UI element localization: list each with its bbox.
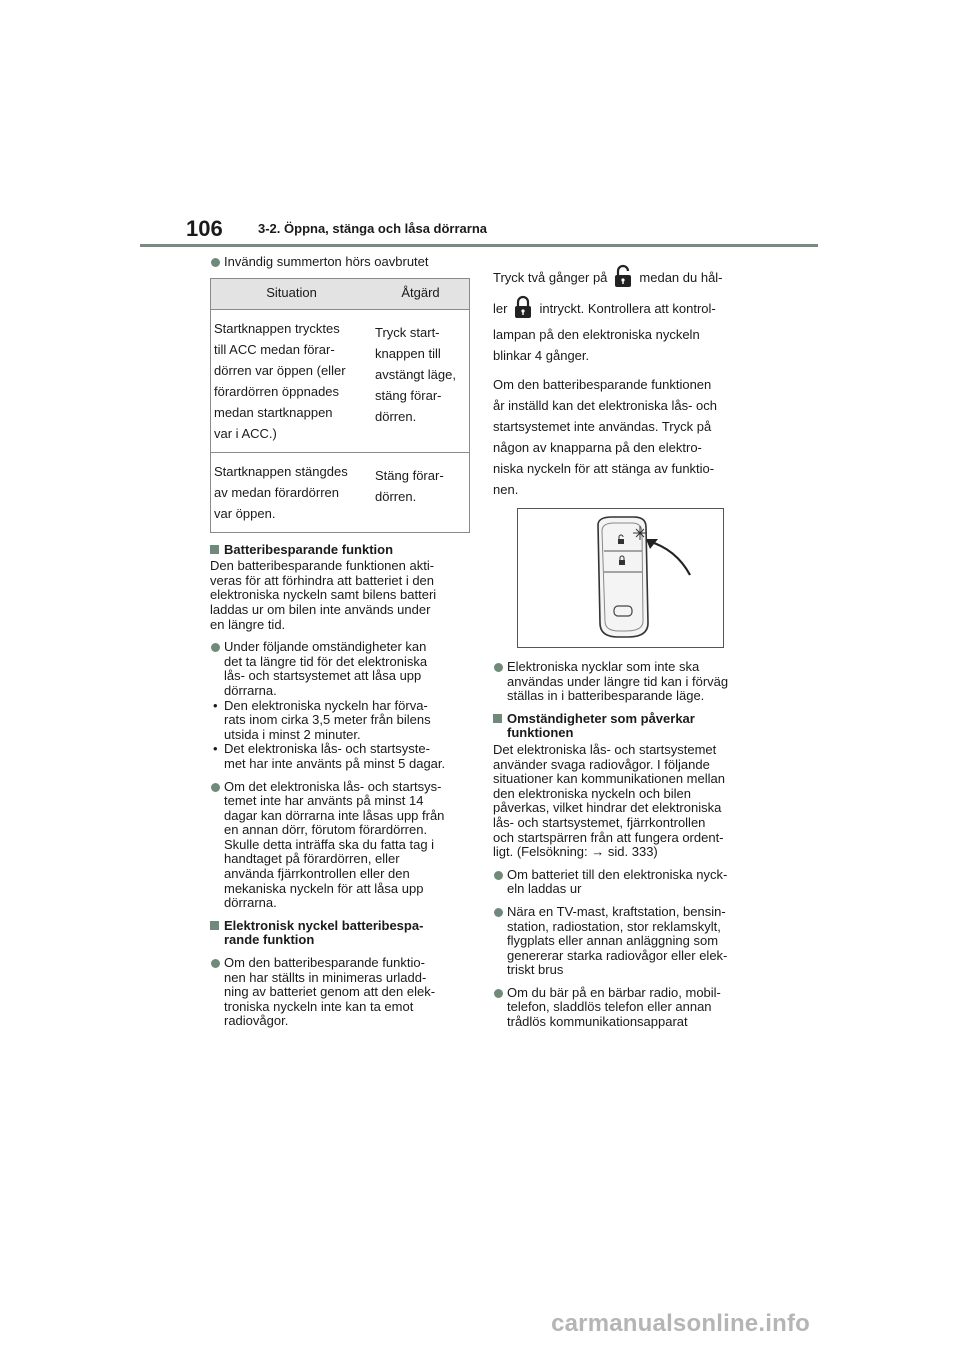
bullet-long-unused: Elektroniska nycklar som inte ska användas under längre tid kan i förväg ställas in i batteribesparande läge. [493,660,755,704]
instruction-text: ler [493,301,508,316]
table-row [211,309,470,452]
instruction-text: intryckt. Kontrollera att kontrol- [539,301,716,316]
circumstances-group [210,640,470,771]
para-cancel: Om den batteribesparande funktionen år inställd kan det elektroniska lås- och startsystemet inte användas. Tryck på någon av knapparna på den elektro- niska nyckeln för att stänga av funktio- nen. [493,377,718,497]
table-cell-action: Tryck start- knappen till avstängt läge, stäng förar- dörren. [372,309,470,452]
header-rule [140,244,818,247]
page-number: 106 [186,216,223,241]
table-cell-action: Stäng förar- dörren. [372,452,470,532]
para-indicator: lampan på den elektroniska nyckeln blinkar 4 gånger. [493,327,700,363]
dash-item-days: • Det elektroniska lås- och startsyste- met har inte använts på minst 5 dagar. [210,742,470,771]
subhead-conditions: Omständigheter som påverkar funktionen [493,712,755,741]
bullet-not-used: Om det elektroniska lås- och startsys- temet inte har använts på minst 14 dagar kan dörrarna inte låsas upp från en annan dörr, förutom förardörren. Skulle detta inträffa ska du fatta tag i handtaget på förardörren, eller använda fjärrkontrollen eller den mekaniska nyckeln för att låsa upp dörrarna. [210,780,470,911]
situation-table [210,278,470,533]
para-conditions [493,743,755,860]
table-row [211,452,470,532]
page-reference-link[interactable]: sid. 333) [607,844,658,860]
lock-icon [513,295,533,319]
instruction-text: medan du hål- [639,270,723,285]
bullet-circumstances: Under följande omständigheter kan det ta längre tid för det elektroniska lås- och startsystemet att låsa upp dörrarna. [210,640,470,698]
bullet-key-saving: Om den batteribesparande funktio- nen har ställts in minimeras urladd- ning av batteriet genom att den elek- troniska nyckeln inte kan ta emot radiovågor. [210,956,470,1029]
dash-item-distance: • Den elektroniska nyckeln har förva- rats inom cirka 3,5 meter från bilens utsida i minst 2 minuter. [210,699,470,743]
bullet-battery-empty: Om batteriet till den elektroniska nyck- eln laddas ur [493,868,755,897]
bullet-radio-interference: Nära en TV-mast, kraftstation, bensin- station, radiostation, stor reklamskylt, flygplats eller annan anläggning som genererar starka radiovågor eller elek- triskt brus [493,905,755,978]
table-cell-situation: Startknappen trycktes till ACC medan förar- dörren var öppen (eller förardörren öppnades medan startknappen var i ACC.) [211,309,373,452]
conditions-text: Det elektroniska lås- och startsystemet använder svaga radiovågor. I följande situationer kan kommunikationen mellan den elektroniska nyckeln och bilen påverkas, vilket hindrar det elektroniska lås- och startsystemet, fjärrkontrollen och startspärren från att fungera ordent- ligt. (Felsökning: [493,741,725,860]
unlock-icon [613,264,633,288]
arrow-icon: → [591,844,605,860]
right-column [493,264,755,1038]
table-header-action: Åtgärd [372,278,470,309]
instruction-line-2 [493,295,755,320]
bullet-portable-devices: Om du bär på en bärbar radio, mobil- telefon, sladdlös telefon eller annan trådlös kommunikationsapparat [493,986,755,1030]
table-cell-situation: Startknappen stängdes av medan förardörren var öppen. [211,452,373,532]
instruction-text: Tryck två gånger på [493,270,608,285]
bullet-buzzer: Invändig summerton hörs oavbrutet [210,255,470,270]
left-column [210,255,470,1037]
watermark: carmanualsonline.info [551,1310,810,1337]
instruction-line-1 [493,264,755,289]
table-header-situation: Situation [211,278,373,309]
subhead-battery-saving: Batteribesparande funktion [210,543,470,558]
section-title: 3-2. Öppna, stänga och låsa dörrarna [258,221,488,236]
subhead-key-battery-saving: Elektronisk nyckel batteribespa- rande funktion [210,919,470,948]
key-fob-illustration [517,508,724,648]
para-battery-saving: Den batteribesparande funktionen akti- veras för att förhindra att batteriet i den elektroniska nyckeln samt bilens batteri laddas ur om bilen inte används under en längre tid. [210,558,437,632]
